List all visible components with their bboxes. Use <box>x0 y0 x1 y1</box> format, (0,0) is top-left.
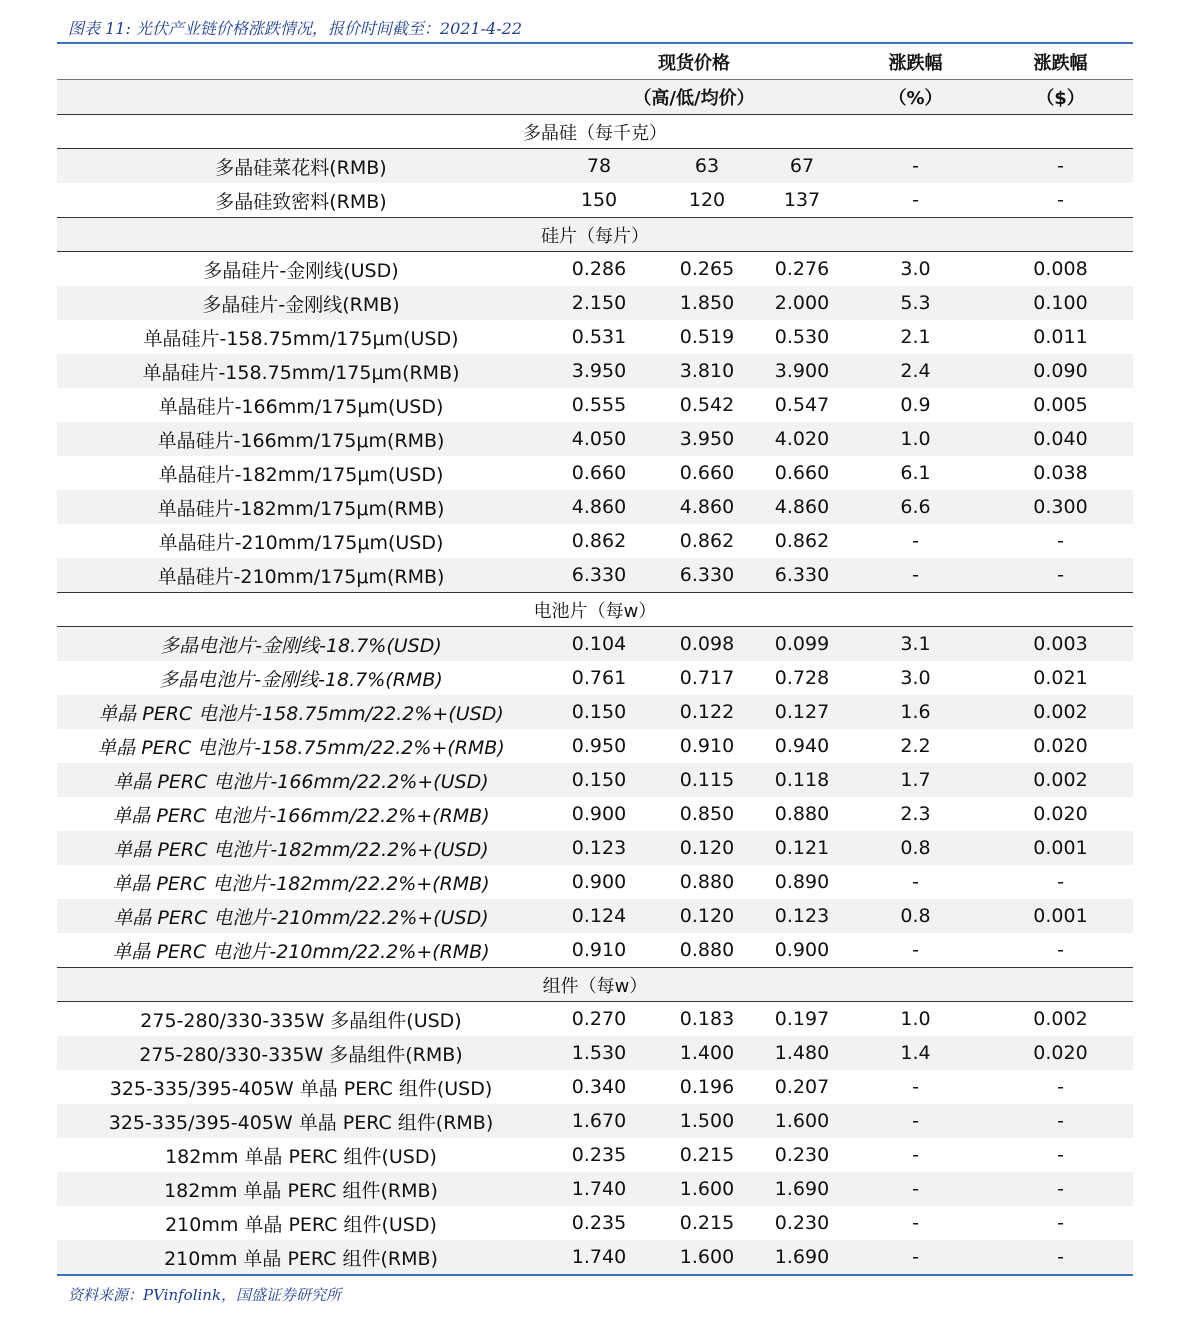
row-low: 3.810 <box>653 354 761 388</box>
row-high: 0.235 <box>571 1212 627 1234</box>
row-avg: 0.230 <box>774 1144 830 1166</box>
row-low: 0.660 <box>679 462 735 484</box>
header-change-abs: 涨跌幅 <box>1033 53 1088 74</box>
row-avg: 0.890 <box>774 871 830 893</box>
row-change-abs: - <box>1057 530 1064 552</box>
row-name: 多晶电池片-金刚线-18.7%(RMB) <box>159 668 443 691</box>
row-name: 单晶硅片-158.75mm/175μm(RMB) <box>57 354 545 388</box>
row-change-pct: 0.9 <box>900 394 931 416</box>
row-name: 单晶硅片-210mm/175μm(RMB) <box>57 558 545 593</box>
row-avg: 0.900 <box>761 933 843 968</box>
table-row <box>57 524 1133 558</box>
row-change-pct: - <box>843 1104 988 1138</box>
row-high: 1.740 <box>545 1240 653 1275</box>
row-avg: 0.118 <box>761 763 843 797</box>
row-name: 单晶 PERC 电池片-182mm/22.2%+(USD) <box>57 831 545 865</box>
row-change-abs: 0.001 <box>988 831 1133 865</box>
table-row <box>57 831 1133 865</box>
row-change-pct: 1.0 <box>843 422 988 456</box>
row-change-abs: 0.300 <box>988 490 1133 524</box>
row-avg: 0.880 <box>774 803 830 825</box>
row-change-abs: 0.001 <box>988 899 1133 933</box>
table-row <box>57 286 1133 320</box>
header-row-1 <box>57 45 1133 80</box>
row-avg: 0.530 <box>774 326 830 348</box>
row-change-pct: - <box>843 183 988 218</box>
row-name: 182mm 单晶 PERC 组件(RMB) <box>57 1172 545 1206</box>
row-avg: 0.121 <box>761 831 843 865</box>
row-change-abs: - <box>988 183 1133 218</box>
row-high: 0.123 <box>545 831 653 865</box>
row-avg: 0.728 <box>774 667 830 689</box>
row-change-abs: 0.002 <box>988 763 1133 797</box>
header-abs-unit: （$） <box>988 80 1133 115</box>
table-row <box>57 797 1133 831</box>
row-low: 0.880 <box>653 933 761 968</box>
row-name: 182mm 单晶 PERC 组件(USD) <box>165 1145 437 1168</box>
row-high: 0.124 <box>545 899 653 933</box>
row-high: 2.150 <box>545 286 653 320</box>
row-high: 1.530 <box>545 1036 653 1070</box>
row-change-abs: - <box>988 1104 1133 1138</box>
row-high: 0.150 <box>545 695 653 729</box>
row-avg: 1.480 <box>761 1036 843 1070</box>
table-row <box>57 661 1133 695</box>
section-header <box>57 593 1133 627</box>
row-change-pct: 1.4 <box>843 1036 988 1070</box>
row-change-abs: 0.002 <box>988 695 1133 729</box>
row-name: 单晶硅片-166mm/175μm(USD) <box>158 395 444 418</box>
row-name: 单晶 PERC 电池片-182mm/22.2%+(RMB) <box>112 872 490 895</box>
row-name: 单晶 PERC 电池片-166mm/22.2%+(RMB) <box>112 804 490 827</box>
row-change-abs: 0.040 <box>988 422 1133 456</box>
row-name: 325-335/395-405W 单晶 PERC 组件(RMB) <box>57 1104 545 1138</box>
row-change-pct: - <box>843 1240 988 1275</box>
row-change-pct: - <box>843 558 988 593</box>
row-change-abs: 0.090 <box>988 354 1133 388</box>
row-low: 1.500 <box>653 1104 761 1138</box>
row-change-pct: - <box>843 149 988 184</box>
row-change-pct: 3.1 <box>843 627 988 662</box>
table-row <box>57 1172 1133 1206</box>
row-low: 0.098 <box>653 627 761 662</box>
row-change-pct: 3.0 <box>900 258 931 280</box>
table-row <box>57 1070 1133 1104</box>
section-header <box>57 218 1133 252</box>
row-high: 0.531 <box>571 326 627 348</box>
header-spot-price: 现货价格 <box>658 53 730 74</box>
row-high: 0.950 <box>571 735 627 757</box>
price-table-body <box>57 45 1133 1275</box>
row-change-abs: - <box>988 933 1133 968</box>
row-low: 0.120 <box>653 831 761 865</box>
row-avg: 0.099 <box>761 627 843 662</box>
row-avg: 0.660 <box>774 462 830 484</box>
table-row <box>57 354 1133 388</box>
row-avg: 0.197 <box>774 1008 830 1030</box>
row-avg: 4.860 <box>761 490 843 524</box>
table-row <box>57 1240 1133 1275</box>
section-title: 组件（每w） <box>57 968 1133 1002</box>
table-row <box>57 865 1133 899</box>
row-change-pct: - <box>843 1172 988 1206</box>
row-high: 0.761 <box>571 667 627 689</box>
row-change-abs: - <box>1057 1144 1064 1166</box>
row-change-abs: - <box>988 149 1133 184</box>
row-high: 0.555 <box>571 394 627 416</box>
row-change-pct: 2.1 <box>900 326 931 348</box>
row-low: 0.115 <box>653 763 761 797</box>
table-row <box>57 1002 1133 1037</box>
row-name: 325-335/395-405W 单晶 PERC 组件(USD) <box>109 1077 493 1100</box>
row-name: 单晶 PERC 电池片-166mm/22.2%+(USD) <box>57 763 545 797</box>
row-low: 1.400 <box>653 1036 761 1070</box>
row-avg: 2.000 <box>761 286 843 320</box>
row-name: 多晶硅菜花料(RMB) <box>57 149 545 184</box>
row-low: 1.850 <box>653 286 761 320</box>
row-name: 多晶硅片-金刚线(USD) <box>203 259 399 282</box>
row-name: 单晶硅片-210mm/175μm(USD) <box>158 531 444 554</box>
row-low: 0.717 <box>679 667 735 689</box>
row-change-pct: - <box>912 871 919 893</box>
row-avg: 1.690 <box>761 1172 843 1206</box>
row-name: 多晶硅片-金刚线(RMB) <box>57 286 545 320</box>
row-change-abs: 0.020 <box>1033 735 1088 757</box>
row-change-pct: - <box>912 530 919 552</box>
row-avg: 4.020 <box>761 422 843 456</box>
table-row <box>57 388 1133 422</box>
row-name: 单晶 PERC 电池片-210mm/22.2%+(RMB) <box>57 933 545 968</box>
row-low: 0.215 <box>679 1212 735 1234</box>
row-change-pct: - <box>843 933 988 968</box>
row-change-pct: 6.6 <box>843 490 988 524</box>
row-low: 1.600 <box>653 1240 761 1275</box>
header-blank <box>57 80 545 115</box>
header-change-pct: 涨跌幅 <box>888 53 943 74</box>
source-note: 资料来源：PVinfolink，国盛证券研究所 <box>68 1286 342 1304</box>
row-high: 150 <box>545 183 653 218</box>
row-change-abs: 0.038 <box>1033 462 1088 484</box>
row-high: 4.860 <box>545 490 653 524</box>
row-avg: 0.230 <box>774 1212 830 1234</box>
table-row <box>57 729 1133 763</box>
row-change-pct: 2.2 <box>900 735 931 757</box>
row-high: 0.660 <box>571 462 627 484</box>
row-change-abs: - <box>988 558 1133 593</box>
row-high: 0.910 <box>545 933 653 968</box>
row-avg: 1.600 <box>761 1104 843 1138</box>
row-change-abs: 0.020 <box>1033 803 1088 825</box>
row-change-pct: 1.6 <box>843 695 988 729</box>
table-row <box>57 183 1133 218</box>
row-change-pct: 2.4 <box>843 354 988 388</box>
row-avg: 0.862 <box>774 530 830 552</box>
row-high: 0.270 <box>571 1008 627 1030</box>
table-row <box>57 1036 1133 1070</box>
row-change-abs: 0.003 <box>988 627 1133 662</box>
table-row <box>57 695 1133 729</box>
row-change-pct: 1.7 <box>843 763 988 797</box>
row-change-pct: - <box>912 1144 919 1166</box>
header-spot-sub: （高/低/均价） <box>545 80 843 115</box>
row-avg: 3.900 <box>761 354 843 388</box>
figure-caption: 图表 11: 光伏产业链价格涨跌情况，报价时间截至：2021-4-22 <box>68 19 522 38</box>
row-change-pct: - <box>912 1212 919 1234</box>
row-change-abs: - <box>1057 1212 1064 1234</box>
row-low: 0.542 <box>679 394 735 416</box>
row-low: 1.600 <box>653 1172 761 1206</box>
row-high: 3.950 <box>545 354 653 388</box>
row-change-abs: 0.008 <box>1033 258 1088 280</box>
row-name: 210mm 单晶 PERC 组件(USD) <box>165 1213 437 1236</box>
row-name: 单晶硅片-166mm/175μm(RMB) <box>57 422 545 456</box>
row-low: 0.120 <box>653 899 761 933</box>
row-low: 0.519 <box>679 326 735 348</box>
row-avg: 0.276 <box>774 258 830 280</box>
row-low: 0.850 <box>679 803 735 825</box>
row-high: 0.104 <box>545 627 653 662</box>
header-pct-unit: （%） <box>843 80 988 115</box>
row-avg: 67 <box>761 149 843 184</box>
row-name: 单晶硅片-182mm/175μm(USD) <box>158 463 444 486</box>
row-high: 0.286 <box>571 258 627 280</box>
row-name: 多晶电池片-金刚线-18.7%(USD) <box>57 627 545 662</box>
table-row <box>57 558 1133 593</box>
row-low: 0.862 <box>679 530 735 552</box>
row-low: 0.910 <box>679 735 735 757</box>
row-change-pct: 1.0 <box>900 1008 931 1030</box>
row-avg: 6.330 <box>761 558 843 593</box>
row-change-pct: 5.3 <box>843 286 988 320</box>
row-low: 0.215 <box>679 1144 735 1166</box>
table-row <box>57 320 1133 354</box>
row-avg: 137 <box>761 183 843 218</box>
row-avg: 1.690 <box>761 1240 843 1275</box>
table-row <box>57 763 1133 797</box>
row-high: 78 <box>545 149 653 184</box>
row-change-abs: 0.021 <box>1033 667 1088 689</box>
row-change-pct: 2.3 <box>900 803 931 825</box>
row-low: 6.330 <box>653 558 761 593</box>
table-row <box>57 456 1133 490</box>
price-table <box>57 45 1133 1276</box>
row-high: 0.900 <box>571 871 627 893</box>
table-row <box>57 490 1133 524</box>
table-row <box>57 1206 1133 1240</box>
row-low: 0.265 <box>679 258 735 280</box>
row-name: 单晶 PERC 电池片-158.75mm/22.2%+(RMB) <box>97 736 505 759</box>
row-name: 275-280/330-335W 多晶组件(USD) <box>140 1009 462 1032</box>
row-low: 0.183 <box>679 1008 735 1030</box>
row-change-pct: 0.8 <box>843 899 988 933</box>
section-header <box>57 968 1133 1002</box>
section-title: 电池片（每w） <box>57 593 1133 627</box>
row-low: 4.860 <box>653 490 761 524</box>
row-change-abs: - <box>1057 1076 1064 1098</box>
top-rule <box>57 42 1133 44</box>
table-row <box>57 422 1133 456</box>
row-high: 0.235 <box>571 1144 627 1166</box>
row-low: 3.950 <box>653 422 761 456</box>
row-low: 0.122 <box>653 695 761 729</box>
row-change-abs: 0.020 <box>988 1036 1133 1070</box>
row-avg: 0.123 <box>761 899 843 933</box>
row-low: 120 <box>653 183 761 218</box>
row-change-abs: 0.002 <box>1033 1008 1088 1030</box>
row-avg: 0.127 <box>761 695 843 729</box>
header-row-2 <box>57 80 1133 115</box>
row-name: 210mm 单晶 PERC 组件(RMB) <box>57 1240 545 1275</box>
row-name: 多晶硅致密料(RMB) <box>57 183 545 218</box>
row-high: 1.670 <box>545 1104 653 1138</box>
row-high: 0.150 <box>545 763 653 797</box>
section-title: 多晶硅（每千克） <box>57 115 1133 149</box>
row-low: 63 <box>653 149 761 184</box>
row-low: 0.880 <box>679 871 735 893</box>
row-name: 单晶 PERC 电池片-210mm/22.2%+(USD) <box>57 899 545 933</box>
row-change-abs: 0.011 <box>1033 326 1088 348</box>
table-row <box>57 627 1133 662</box>
header-blank <box>57 45 545 80</box>
table-row <box>57 1104 1133 1138</box>
row-change-abs: - <box>1057 871 1064 893</box>
row-change-abs: 0.005 <box>1033 394 1088 416</box>
row-name: 单晶硅片-158.75mm/175μm(USD) <box>143 327 459 350</box>
row-name: 单晶 PERC 电池片-158.75mm/22.2%+(USD) <box>57 695 545 729</box>
table-row <box>57 149 1133 184</box>
row-change-pct: 6.1 <box>900 462 931 484</box>
row-change-pct: 3.0 <box>900 667 931 689</box>
table-row <box>57 1138 1133 1172</box>
row-avg: 0.207 <box>774 1076 830 1098</box>
table-row <box>57 899 1133 933</box>
row-high: 6.330 <box>545 558 653 593</box>
row-high: 1.740 <box>545 1172 653 1206</box>
row-high: 0.862 <box>571 530 627 552</box>
row-change-abs: 0.100 <box>988 286 1133 320</box>
row-change-pct: - <box>912 1076 919 1098</box>
table-row <box>57 252 1133 287</box>
row-avg: 0.940 <box>774 735 830 757</box>
row-name: 275-280/330-335W 多晶组件(RMB) <box>57 1036 545 1070</box>
row-high: 0.340 <box>571 1076 627 1098</box>
table-row <box>57 933 1133 968</box>
row-change-abs: - <box>988 1172 1133 1206</box>
row-high: 0.900 <box>571 803 627 825</box>
row-avg: 0.547 <box>774 394 830 416</box>
row-change-pct: 0.8 <box>843 831 988 865</box>
row-high: 4.050 <box>545 422 653 456</box>
row-name: 单晶硅片-182mm/175μm(RMB) <box>57 490 545 524</box>
section-title: 硅片（每片） <box>57 218 1133 252</box>
row-change-abs: - <box>988 1240 1133 1275</box>
section-header <box>57 115 1133 149</box>
row-low: 0.196 <box>679 1076 735 1098</box>
